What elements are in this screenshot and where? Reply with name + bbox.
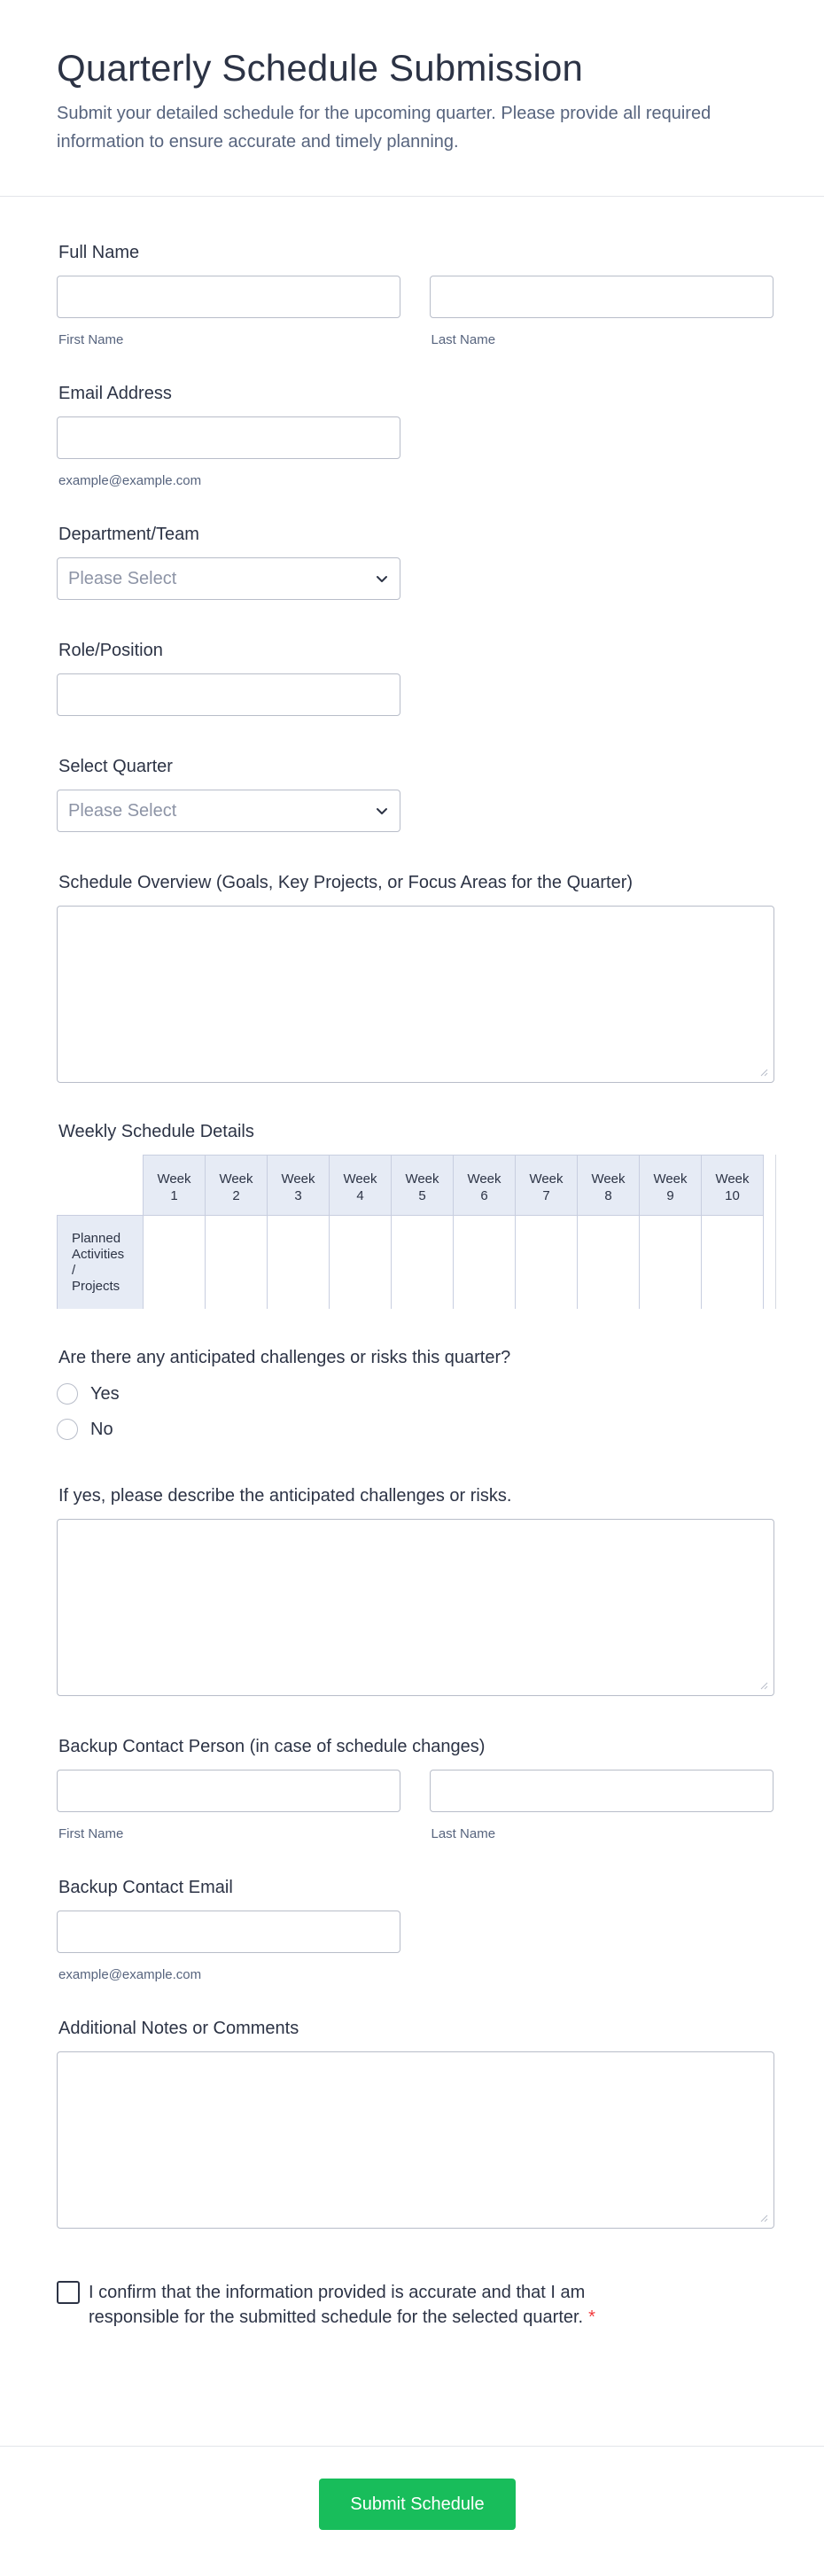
matrix-column-header-line: Week	[405, 1171, 439, 1187]
resize-grip-icon[interactable]	[759, 2214, 768, 2222]
backup-first-name-input[interactable]	[57, 1770, 400, 1812]
matrix-table	[57, 1155, 764, 1309]
matrix-row-label-line: Planned	[72, 1230, 121, 1246]
required-asterisk: *	[588, 2308, 595, 2327]
full-name-field	[57, 241, 774, 349]
matrix-column-header	[144, 1156, 206, 1216]
matrix-column-header-line: 7	[542, 1187, 550, 1203]
notes-textarea[interactable]	[57, 2051, 774, 2229]
quarter-field	[57, 755, 774, 832]
form-body	[0, 241, 824, 2330]
submit-button[interactable]: Submit Schedule	[319, 2479, 516, 2530]
quarter-selected-value: Please Select	[68, 800, 177, 821]
matrix-column-header-line: Week	[219, 1171, 253, 1187]
matrix-row-label-line: Projects	[72, 1278, 120, 1294]
matrix-cell[interactable]	[330, 1216, 392, 1310]
weekly-schedule-matrix	[57, 1155, 776, 1309]
overview-textarea[interactable]	[57, 906, 774, 1083]
risks-label: Are there any anticipated challenges or risks this quarter?	[58, 1348, 511, 1367]
matrix-cell[interactable]	[516, 1216, 578, 1310]
role-input[interactable]	[57, 673, 400, 716]
backup-email-sublabel: example@example.com	[58, 1967, 202, 1982]
matrix-column-header	[330, 1156, 392, 1216]
backup-first-name-sublabel: First Name	[58, 1826, 124, 1841]
role-label: Role/Position	[58, 641, 163, 660]
radio-yes-label: Yes	[90, 1383, 120, 1404]
matrix-cell[interactable]	[144, 1216, 206, 1310]
resize-grip-icon[interactable]	[759, 1068, 768, 1077]
overview-field	[57, 871, 774, 1083]
risk-details-label: If yes, please describe the anticipated challenges or risks.	[58, 1486, 512, 1506]
quarter-label: Select Quarter	[58, 757, 173, 776]
backup-email-field	[57, 1876, 774, 1984]
matrix-cell[interactable]	[640, 1216, 702, 1310]
notes-label: Additional Notes or Comments	[58, 2019, 299, 2038]
matrix-column-header-line: Week	[343, 1171, 377, 1187]
matrix-column-header-line: 3	[294, 1187, 302, 1203]
matrix-column-header-line: 10	[725, 1187, 740, 1203]
confirm-checkbox[interactable]	[57, 2281, 80, 2304]
matrix-cell[interactable]	[454, 1216, 516, 1310]
department-selected-value: Please Select	[68, 568, 177, 588]
matrix-cell[interactable]	[206, 1216, 268, 1310]
matrix-column-header-line: Week	[529, 1171, 564, 1187]
confirm-field	[57, 2280, 774, 2330]
backup-email-label: Backup Contact Email	[58, 1878, 233, 1897]
matrix-column-header-line: 9	[666, 1187, 674, 1203]
weekly-schedule-label: Weekly Schedule Details	[58, 1122, 254, 1141]
confirm-text-content: I confirm that the information provided is accurate and that I am responsible for the submitted schedule for the selected quarter.	[89, 2283, 586, 2327]
matrix-row-label	[58, 1216, 144, 1310]
last-name-sublabel: Last Name	[431, 332, 496, 347]
backup-last-name-input[interactable]	[430, 1770, 773, 1812]
matrix-column-header-line: Week	[653, 1171, 688, 1187]
matrix-column-header-line: 2	[232, 1187, 240, 1203]
resize-grip-icon[interactable]	[759, 1681, 768, 1690]
page-description: Submit your detailed schedule for the upcoming quarter. Please provide all required information to ensure accurate and timely planning.	[57, 104, 711, 152]
matrix-row-label-line: /	[72, 1262, 76, 1278]
matrix-column-header	[702, 1156, 764, 1216]
matrix-column-header	[268, 1156, 330, 1216]
matrix-column-header-line: 4	[356, 1187, 364, 1203]
role-field	[57, 639, 774, 716]
matrix-column-header	[640, 1156, 702, 1216]
matrix-column-header	[206, 1156, 268, 1216]
matrix-column-header	[578, 1156, 640, 1216]
form-footer	[0, 2446, 824, 2576]
department-field	[57, 523, 774, 600]
overview-label: Schedule Overview (Goals, Key Projects, or Focus Areas for the Quarter)	[58, 873, 634, 892]
matrix-column-header-line: Week	[715, 1171, 750, 1187]
notes-field	[57, 2017, 774, 2229]
radio-no[interactable]	[57, 1419, 78, 1440]
matrix-cell[interactable]	[702, 1216, 764, 1310]
radio-yes[interactable]	[57, 1383, 78, 1405]
chevron-down-icon	[373, 570, 391, 588]
matrix-row-label-line: Activities	[72, 1246, 125, 1262]
email-field	[57, 382, 774, 490]
quarter-select[interactable]	[57, 790, 400, 832]
backup-email-input[interactable]	[57, 1911, 400, 1953]
weekly-schedule-field	[57, 1120, 774, 1309]
matrix-cell[interactable]	[268, 1216, 330, 1310]
matrix-column-header	[454, 1156, 516, 1216]
backup-contact-label: Backup Contact Person (in case of schedule changes)	[58, 1737, 486, 1756]
email-input[interactable]	[57, 416, 400, 459]
backup-last-name-sublabel: Last Name	[431, 1826, 496, 1841]
matrix-cell[interactable]	[392, 1216, 454, 1310]
backup-contact-field	[57, 1735, 774, 1843]
matrix-column-header-line: 1	[170, 1187, 178, 1203]
matrix-column-header-line: 6	[480, 1187, 488, 1203]
full-name-label: Full Name	[58, 243, 140, 262]
matrix-column-header	[392, 1156, 454, 1216]
matrix-column-header	[516, 1156, 578, 1216]
matrix-column-header-line: Week	[591, 1171, 626, 1187]
radio-option-no[interactable]	[57, 1412, 774, 1447]
confirm-text	[89, 2280, 673, 2330]
email-sublabel: example@example.com	[58, 473, 202, 488]
department-label: Department/Team	[58, 525, 199, 544]
matrix-column-header-line: 5	[418, 1187, 426, 1203]
form-header	[0, 0, 824, 197]
email-label: Email Address	[58, 384, 172, 403]
page-title: Quarterly Schedule Submission	[57, 47, 584, 89]
matrix-column-header-line: 8	[604, 1187, 612, 1203]
first-name-sublabel: First Name	[58, 332, 124, 347]
department-select[interactable]	[57, 557, 400, 600]
risk-details-textarea[interactable]	[57, 1519, 774, 1696]
matrix-column-header-line: Week	[281, 1171, 315, 1187]
first-name-input[interactable]	[57, 276, 400, 318]
matrix-column-header-line: Week	[467, 1171, 501, 1187]
radio-option-yes[interactable]	[57, 1376, 774, 1412]
matrix-corner	[58, 1156, 144, 1216]
matrix-cell[interactable]	[578, 1216, 640, 1310]
risks-field	[57, 1346, 774, 1447]
last-name-input[interactable]	[430, 276, 773, 318]
chevron-down-icon	[373, 802, 391, 820]
risk-details-field	[57, 1484, 774, 1696]
matrix-column-header-line: Week	[157, 1171, 191, 1187]
radio-no-label: No	[90, 1419, 113, 1439]
